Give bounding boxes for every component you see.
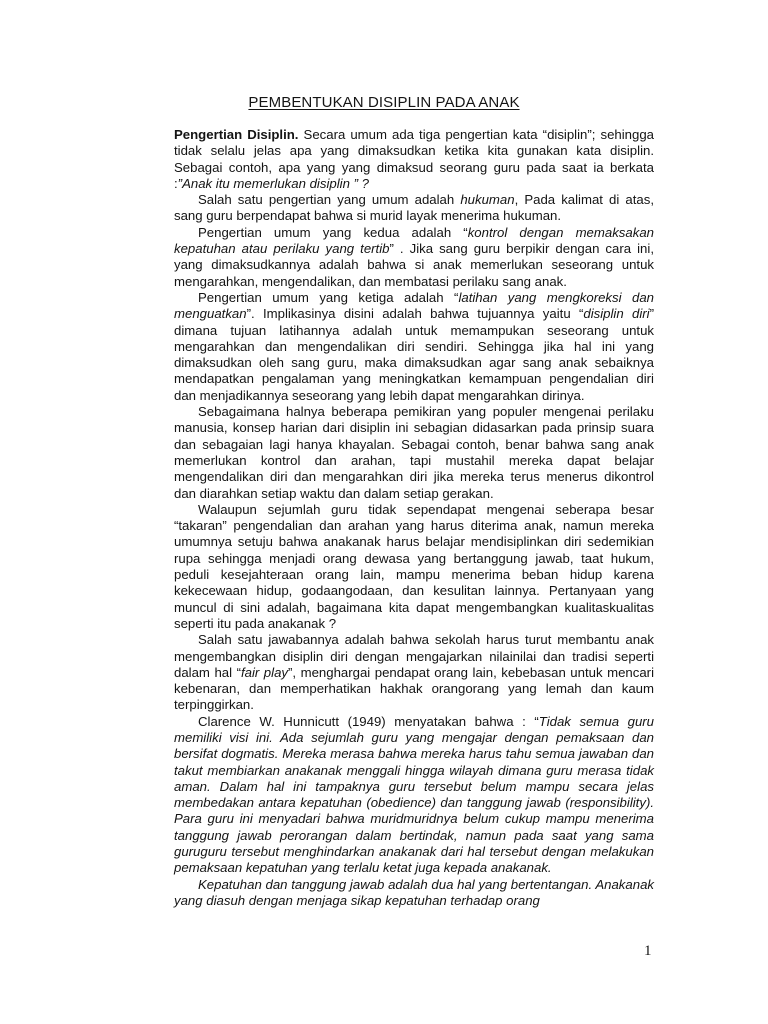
section-heading: Pengertian Disiplin. [174, 127, 299, 142]
paragraph [174, 290, 654, 404]
page-number: 1 [644, 943, 652, 959]
paragraph [174, 225, 654, 290]
body-text: Walaupun sejumlah guru tidak sependapat mengenai seberapa besar “takaran” pengendalian dan arahan yang harus diterima anak, namun mereka umumnya setuju bahwa anakanak harus belajar mendisiplinkan diri sedemikian rupa sehingga menjadi orang dewasa yang bertanggung jawab, taat hukum, peduli kesejahteraan orang lain, mampu menerima beban hidup karena kekecewaan hidup, godaangodaan, dan kesulitan lainnya. Pertanyaan yang muncul di sini adalah, bagaimana kita dapat mengembangkan kualitaskualitas seperti itu pada anakanak ? [174, 501, 654, 631]
body-text: ” . Jika sang guru berpikir dengan cara ini, yang dimaksudkannya adalah bahwa si anak memerlukan seseorang untuk mengarahkan, mengendalikan, dan membatasi perilaku sang anak. [174, 241, 654, 289]
italic-text: hukuman [460, 192, 515, 208]
body-text: Secara umum ada tiga pengertian kata “disiplin”; sehingga tidak selalu jelas apa yang dimaksudkan ketika kita gunakan kata disiplin. Sebagai contoh, apa yang yang dimaksud seorang guru pada saat ia berkata : [174, 127, 654, 191]
paragraph [174, 502, 654, 632]
italic-text: Kepatuhan dan tanggung jawab adalah dua hal yang bertentangan. Anakanak yang diasuh dengan menjaga sikap kepatuhan terhadap orang [174, 876, 654, 908]
italic-text: kontrol dengan memaksakan kepatuhan atau perilaku yang tertib [174, 224, 654, 257]
paragraph [174, 877, 654, 910]
page-title: PEMBENTUKAN DISIPLIN PADA ANAK [248, 94, 520, 111]
italic-text: ”Anak itu memerlukan disiplin ” ? [177, 175, 369, 191]
paragraph [174, 632, 654, 713]
italic-text: fair play [240, 664, 289, 680]
italic-text: disiplin diri [583, 306, 650, 322]
body-text: Pengertian umum yang ketiga adalah “ [198, 289, 459, 305]
body-text: ” dimana tujuan latihannya adalah untuk memampukan seseorang untuk mengarahkan dan mengendalikan diri sendiri. Sehingga jika hal ini yang dimaksudkan oleh sang guru, maka dimaksudkan agar sang anak sebaiknya mendapatkan pengalaman yang meningkatkan kemampuan pengendalian diri dan menjadikannya seseorang yang lebih dapat mengarahkan dirinya. [174, 306, 654, 403]
body-text: Salah satu jawabannya adalah bahwa sekolah harus turut membantu anak mengembangkan disiplin diri dengan mengajarkan nilainilai dan tradisi seperti dalam hal “ [174, 632, 654, 680]
document-body [174, 127, 654, 909]
paragraph [174, 192, 654, 225]
paragraph [174, 714, 654, 877]
body-text: Clarence W. Hunnicutt (1949) menyatakan bahwa : “ [198, 713, 539, 729]
body-text: , Pada kalimat di atas, sang guru berpendapat bahwa si murid layak menerima hukuman. [174, 192, 654, 224]
paragraph [174, 127, 654, 192]
italic-text: latihan yang mengkoreksi dan menguatkan [174, 289, 654, 322]
italic-text: Tidak semua guru memiliki visi ini. Ada sejumlah guru yang mengajar dengan pemaksaan dan bersifat dogmatis. Mereka merasa bahwa mereka harus tahu semua jawaban dan takut membiarkan anakanak menggali hingga wilayah dimana guru merasa tidak aman. Dalam hal ini tampaknya guru tersebut belum mampu secara jelas membedakan antara kepatuhan (obedience) dan tanggung jawab (responsibility). Para guru ini menyadari bahwa muridmuridnya belum cukup mampu menerima tanggung jawab perorangan dalam bertindak, namun pada saat yang sama guruguru tersebut menghindarkan anakanak dari hal tersebut dengan melakukan pemaksaan kepatuhan yang terlalu ketat juga kepada anakanak. [174, 713, 654, 876]
body-text: Sebagaimana halnya beberapa pemikiran yang populer mengenai perilaku manusia, konsep harian dari disiplin ini sebagian didasarkan pada prinsip suara dan sebagaian lagi hanya khayalan. Sebagai contoh, benar bahwa sang anak memerlukan kontrol dan arahan, tapi mustahil mereka dapat belajar mengendalikan diri dan mengarahkan diri jika mereka terus menerus dikontrol dan diarahkan setiap waktu dan dalam setiap gerakan. [174, 404, 654, 501]
body-text: Salah satu pengertian yang umum adalah [198, 192, 461, 208]
body-text: ”. Implikasinya disini adalah bahwa tujuannya yaitu “ [246, 306, 584, 322]
body-text: ”, menghargai pendapat orang lain, kebebasan untuk mencari kebenaran, dan memperhatikan hakhak orangorang yang lemah dan kaum terpinggirkan. [174, 664, 654, 713]
body-text: Pengertian umum yang kedua adalah “ [198, 224, 468, 240]
paragraph [174, 404, 654, 502]
